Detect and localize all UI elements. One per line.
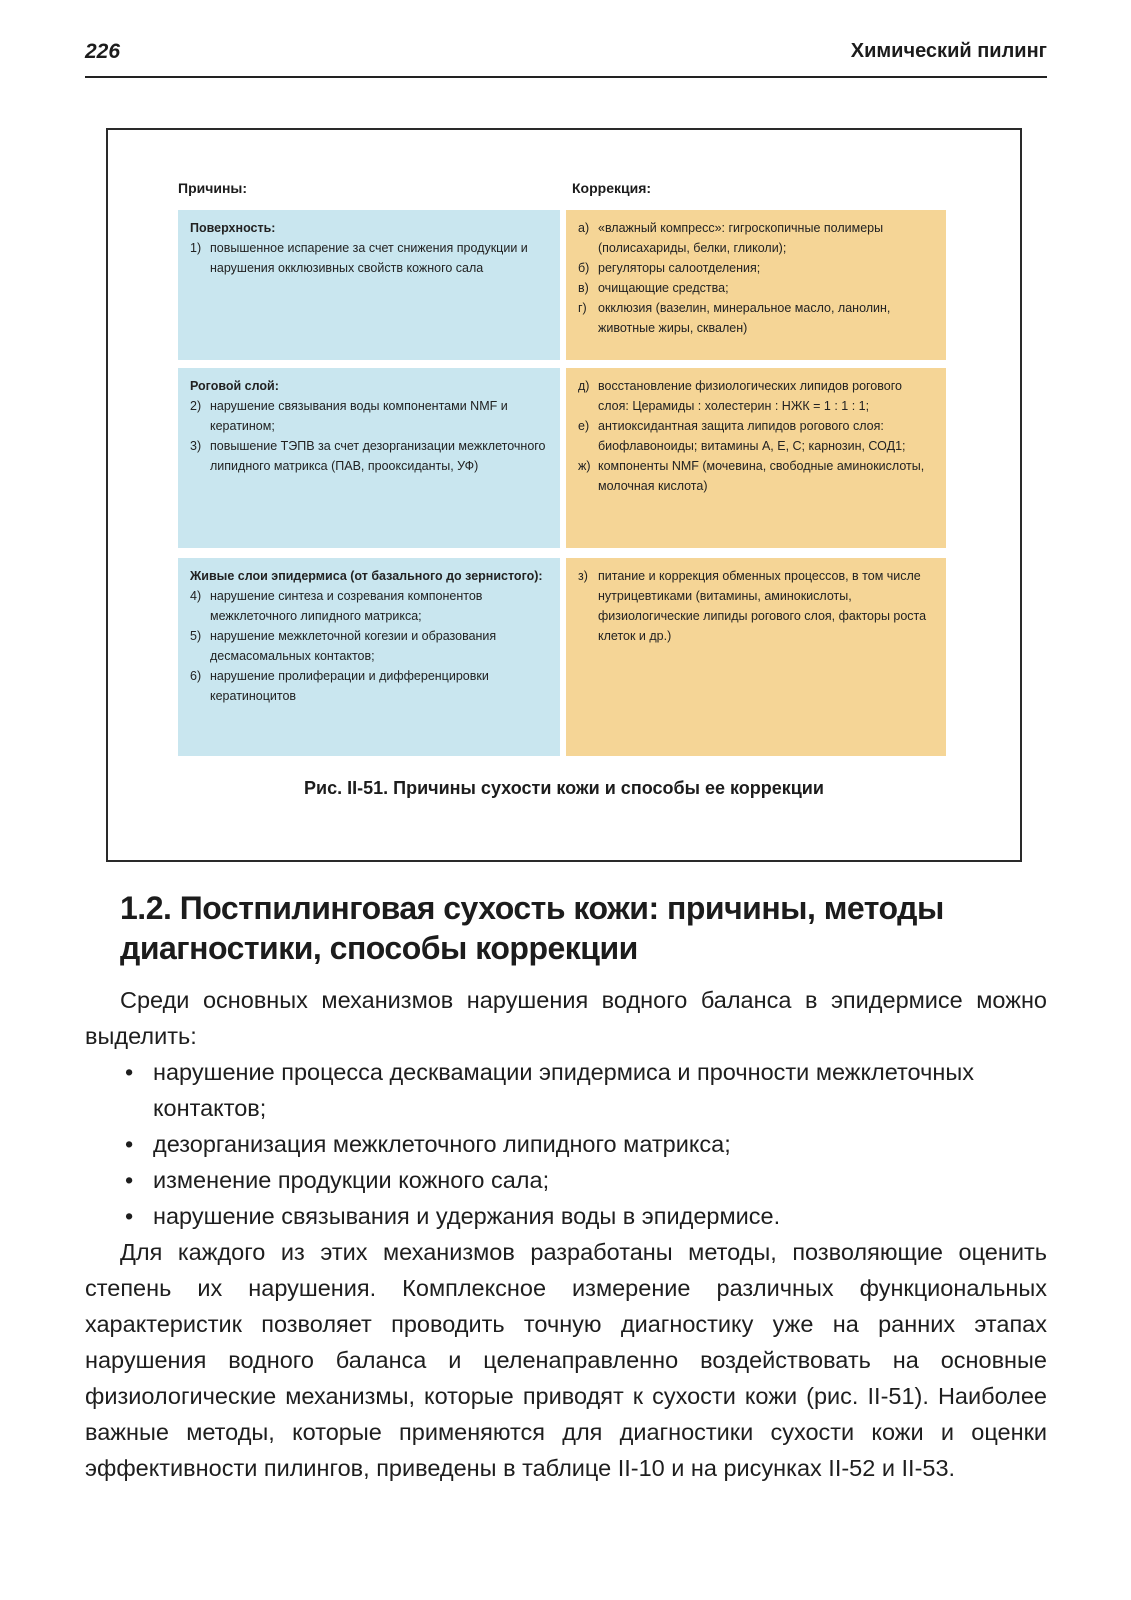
item-text: нарушение связывания воды компонентами NMF и кератином; [210, 399, 508, 433]
correction-box-living-layers [566, 558, 946, 756]
item-text: антиоксидантная защита липидов рогового слоя: биофлавоноиды; витамины А, Е, С; карнозин, СОД1; [598, 419, 906, 453]
cause-box-surface [178, 210, 560, 360]
caption-label: Рис. II-51. [304, 778, 389, 798]
bullet-item [125, 1198, 1047, 1234]
cause-title: Поверхность: [190, 221, 276, 235]
correction-item [578, 566, 934, 646]
bullet-item [125, 1126, 1047, 1162]
causes-heading: Причины: [178, 180, 248, 196]
bullet-icon: • [125, 1203, 134, 1229]
bullet-icon: • [125, 1059, 134, 1085]
correction-heading: Коррекция: [572, 180, 652, 196]
correction-item [578, 298, 934, 338]
bullet-list [85, 1054, 1047, 1234]
bullet-text: изменение продукции кожного сала; [153, 1167, 550, 1193]
item-text: нарушение межклеточной когезии и образования десмасомальных контактов; [210, 629, 497, 663]
correction-item [578, 258, 934, 278]
cause-item [190, 666, 548, 706]
page-number: 226 [85, 40, 121, 63]
cause-item [190, 396, 548, 436]
bullet-item [125, 1054, 1047, 1126]
item-text: повышенное испарение за счет снижения продукции и нарушения окклюзивных свойств кожного сала [210, 241, 528, 275]
item-marker: 5) [190, 629, 202, 643]
item-text: окклюзия (вазелин, минеральное масло, ланолин, животные жиры, сквален) [598, 301, 891, 335]
item-marker: 3) [190, 439, 202, 453]
correction-box-surface [566, 210, 946, 360]
item-text: «влажный компресс»: гигроскопичные полимеры (полисахариды, белки, гликоли); [598, 221, 884, 255]
cause-item [190, 436, 548, 476]
cause-item [190, 238, 548, 278]
item-text: питание и коррекция обменных процессов, в том числе нутрицевтиками (витамины, аминокислоты, физиологические липиды рогового слоя, факторы роста клеток и др.) [598, 569, 927, 643]
item-marker: 6) [190, 669, 202, 683]
item-text: регуляторы салоотделения; [598, 261, 761, 275]
bullet-text: дезорганизация межклеточного липидного матрикса; [153, 1131, 731, 1157]
body-text [85, 982, 1047, 1486]
item-marker: 4) [190, 589, 202, 603]
item-marker: 1) [190, 241, 202, 255]
item-marker: а) [578, 221, 590, 235]
section-title: 1.2. Постпилинговая сухость кожи: причины, методы диагностики, способы коррекции [120, 890, 944, 966]
figure-frame [106, 128, 1022, 862]
bullet-text: нарушение связывания и удержания воды в эпидермисе. [153, 1203, 781, 1229]
correction-box-stratum-corneum [566, 368, 946, 548]
figure-caption [108, 778, 1020, 799]
bullet-item [125, 1162, 1047, 1198]
cause-title: Роговой слой: [190, 379, 279, 393]
item-marker: 2) [190, 399, 202, 413]
cause-box-stratum-corneum [178, 368, 560, 548]
correction-item [578, 376, 934, 416]
item-text: восстановление физиологических липидов рогового слоя: Церамиды : холестерин : НЖК = 1 : 1 : 1; [598, 379, 902, 413]
item-marker: ж) [578, 459, 591, 473]
caption-text: Причины сухости кожи и способы ее коррекции [393, 778, 824, 798]
cause-box-living-layers [178, 558, 560, 756]
cause-item [190, 626, 548, 666]
item-marker: е) [578, 419, 590, 433]
correction-item [578, 278, 934, 298]
cause-title: Живые слои эпидермиса (от базального до зернистого): [190, 569, 543, 583]
item-marker: г) [578, 301, 587, 315]
item-text: повышение ТЭПВ за счет дезорганизации межклеточного липидного матрикса (ПАВ, прооксиданты, УФ) [210, 439, 546, 473]
running-title: Химический пилинг [850, 40, 1047, 62]
bullet-icon: • [125, 1131, 134, 1157]
item-marker: в) [578, 281, 589, 295]
page-header [85, 36, 1047, 78]
correction-item [578, 218, 934, 258]
cause-item [190, 586, 548, 626]
item-marker: б) [578, 261, 590, 275]
item-text: компоненты NMF (мочевина, свободные аминокислоты, молочная кислота) [598, 459, 925, 493]
intro-paragraph: Среди основных механизмов нарушения водного баланса в эпидермисе можно выделить: [85, 987, 1047, 1049]
item-marker: д) [578, 379, 590, 393]
item-text: очищающие средства; [598, 281, 729, 295]
item-text: нарушение синтеза и созревания компонентов межклеточного липидного матрикса; [210, 589, 483, 623]
item-marker: з) [578, 569, 588, 583]
correction-item [578, 456, 934, 496]
bullet-text: нарушение процесса десквамации эпидермиса и прочности межклеточных контактов; [153, 1059, 974, 1121]
correction-item [578, 416, 934, 456]
item-text: нарушение пролиферации и дифференцировки кератиноцитов [210, 669, 489, 703]
bullet-icon: • [125, 1167, 134, 1193]
body-paragraph: Для каждого из этих механизмов разработаны методы, позволяющие оценить степень их нарушения. Комплексное измерение различных функциональных характеристик позволяет проводить точную диагностику уже на ранних этапах нарушения водного баланса и целенаправленно воздействовать на основные физиологические механизмы, которые приводят к сухости кожи (рис. II-51). Наиболее важные методы, которые применяются для диагностики сухости кожи и оценки эффективности пилингов, приведены в таблице II-10 и на рисунках II-52 и II-53. [85, 1239, 1047, 1481]
